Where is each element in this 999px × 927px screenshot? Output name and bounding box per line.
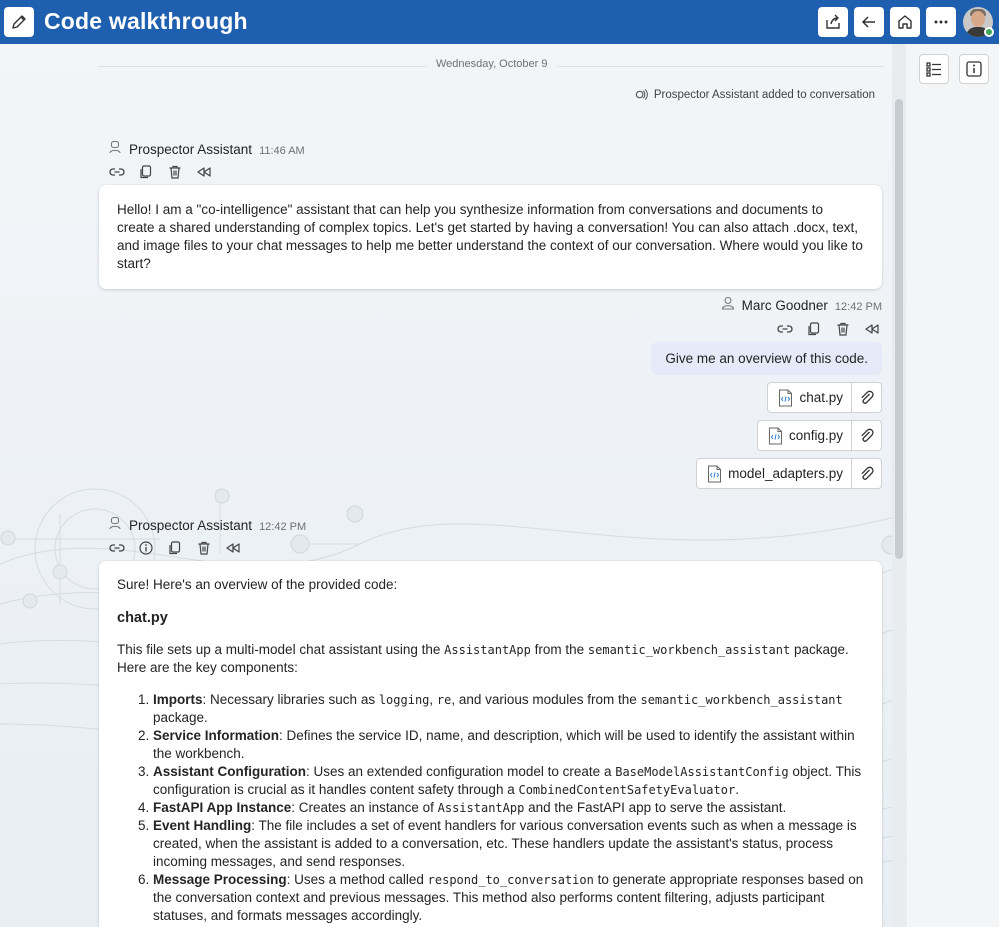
copy-link-button[interactable] xyxy=(109,164,125,180)
message-sender-header xyxy=(108,516,306,533)
attachment-name: model_adapters.py xyxy=(728,466,843,481)
message-sender-header xyxy=(721,296,882,313)
item-title: Message Processing xyxy=(153,872,287,887)
copy-link-button[interactable] xyxy=(109,540,125,556)
inline-code: semantic_workbench_assistant xyxy=(640,693,843,707)
assistant-message-card xyxy=(99,185,882,289)
attachment-name: config.py xyxy=(788,428,843,443)
attachment-chip[interactable] xyxy=(696,458,882,489)
trash-icon xyxy=(167,164,183,180)
more-icon xyxy=(932,13,950,31)
assistant-bot-icon xyxy=(108,516,122,530)
message-actions xyxy=(777,321,880,337)
link-icon xyxy=(777,321,793,337)
conversation-scrollbar[interactable] xyxy=(892,44,906,927)
response-paragraph xyxy=(117,641,864,677)
code-file-icon xyxy=(768,427,783,445)
rewind-button[interactable] xyxy=(864,321,880,337)
copy-button[interactable] xyxy=(806,321,822,337)
message-text: Give me an overview of this code. xyxy=(665,351,868,366)
info-icon xyxy=(138,540,154,556)
message-actions xyxy=(109,164,212,180)
item-text: and the FastAPI app to serve the assistant. xyxy=(524,800,787,815)
item-text: , xyxy=(429,692,437,707)
home-button[interactable] xyxy=(890,7,920,37)
delete-button[interactable] xyxy=(196,540,212,556)
user-message-bubble xyxy=(651,342,882,375)
message-time: 12:42 PM xyxy=(834,301,882,313)
copy-icon xyxy=(806,321,822,337)
attachment-chip[interactable] xyxy=(767,382,882,413)
message-actions xyxy=(109,540,241,556)
trash-icon xyxy=(196,540,212,556)
item-title: FastAPI App Instance xyxy=(153,800,292,815)
more-options-button[interactable] xyxy=(926,7,956,37)
sender-name: Prospector Assistant xyxy=(129,142,253,157)
item-text: to generate appropriate responses based on the conversation context and previous messages. This method also performs content filtering, adjusts participant statuses, and formats messages accordingly. xyxy=(153,872,864,923)
inline-code: CombinedContentSafetyEvaluator xyxy=(518,783,736,797)
paperclip-icon xyxy=(859,390,875,406)
back-button[interactable] xyxy=(854,7,884,37)
message-time: 11:46 AM xyxy=(259,145,305,157)
rewind-icon xyxy=(225,540,241,556)
rewind-button[interactable] xyxy=(196,164,212,180)
item-text: : Uses a method called xyxy=(286,872,428,887)
edit-title-button[interactable] xyxy=(4,7,34,37)
response-intro: Sure! Here's an overview of the provided code: xyxy=(117,577,398,592)
attachment-file[interactable] xyxy=(697,459,852,488)
info-panel-button[interactable] xyxy=(959,54,989,84)
date-label: Wednesday, October 9 xyxy=(426,58,558,70)
item-text: . xyxy=(735,782,739,797)
inline-code: semantic_workbench_assistant xyxy=(587,643,791,657)
list-item xyxy=(153,871,864,925)
right-side-panel xyxy=(907,44,999,927)
attachment-file[interactable] xyxy=(758,421,852,450)
attach-file-button[interactable] xyxy=(852,459,881,488)
list-item xyxy=(153,763,864,799)
scrollbar-thumb[interactable] xyxy=(895,99,903,559)
link-icon xyxy=(109,164,125,180)
item-text: : Necessary libraries such as xyxy=(202,692,379,707)
paragraph-text: package. Here are the key components: xyxy=(117,642,849,675)
home-icon xyxy=(896,13,914,31)
message-sender-header xyxy=(108,140,305,157)
pencil-icon xyxy=(10,13,28,31)
copy-link-button[interactable] xyxy=(777,321,793,337)
delete-button[interactable] xyxy=(835,321,851,337)
copy-icon xyxy=(167,540,183,556)
trash-icon xyxy=(835,321,851,337)
item-text: : The file includes a set of event handlers for various conversation events such as when a message is created, when the assistant is added to a conversation, etc. These handlers update the assistant's status, process incoming messages, and send responses. xyxy=(153,818,857,869)
list-item xyxy=(153,799,864,817)
item-text: : Defines the service ID, name, and description, which will be used to identify the assistant within the workbench. xyxy=(153,728,855,761)
inline-code: re xyxy=(436,693,452,707)
attachment-chip[interactable] xyxy=(757,420,882,451)
assistant-response-card xyxy=(99,561,882,927)
copy-button[interactable] xyxy=(167,540,183,556)
inline-code: AssistantApp xyxy=(437,801,525,815)
participant-added-text: Prospector Assistant added to conversation xyxy=(653,88,875,101)
inline-code: logging xyxy=(378,693,430,707)
arrow-left-icon xyxy=(860,13,878,31)
list-item xyxy=(153,817,864,871)
sender-name: Prospector Assistant xyxy=(129,518,253,533)
rewind-button[interactable] xyxy=(225,540,241,556)
paperclip-icon xyxy=(859,466,875,482)
delete-button[interactable] xyxy=(167,164,183,180)
response-heading: chat.py xyxy=(117,610,168,626)
attach-file-button[interactable] xyxy=(852,383,881,412)
copy-icon xyxy=(138,164,154,180)
participant-added-notice xyxy=(635,88,875,101)
item-title: Imports xyxy=(153,692,203,707)
code-file-icon xyxy=(778,389,793,407)
share-icon xyxy=(824,13,842,31)
item-text: object. This configuration is crucial as it handles content safety through a xyxy=(153,764,862,797)
inline-code: AssistantApp xyxy=(444,643,531,657)
list-icon xyxy=(925,60,943,78)
attachment-name: chat.py xyxy=(799,390,843,405)
participant-added-icon xyxy=(635,88,648,101)
share-button[interactable] xyxy=(818,7,848,37)
item-text: : Creates an instance of xyxy=(291,800,438,815)
conversation-title: Code walkthrough xyxy=(44,8,248,34)
attachment-file[interactable] xyxy=(768,383,852,412)
item-text: : Uses an extended configuration model to create a xyxy=(306,764,616,779)
item-title: Service Information xyxy=(153,728,280,743)
inline-code: BaseModelAssistantConfig xyxy=(615,765,789,779)
components-list xyxy=(117,691,864,925)
rewind-icon xyxy=(864,321,880,337)
attach-file-button[interactable] xyxy=(852,421,881,450)
item-title: Event Handling xyxy=(153,818,252,833)
message-info-button[interactable] xyxy=(138,540,154,556)
inline-code: respond_to_conversation xyxy=(427,873,594,887)
paragraph-text: This file sets up a multi-model chat assistant using the xyxy=(117,642,445,657)
paragraph-text: from the xyxy=(530,642,588,657)
presence-available-badge xyxy=(984,27,994,37)
message-time: 12:42 PM xyxy=(259,521,307,533)
assistant-bot-icon xyxy=(108,140,122,154)
participants-list-button[interactable] xyxy=(919,54,949,84)
person-icon xyxy=(721,296,735,310)
link-icon xyxy=(109,540,125,556)
rewind-icon xyxy=(196,164,212,180)
list-item xyxy=(153,691,864,727)
item-title: Assistant Configuration xyxy=(153,764,307,779)
list-item xyxy=(153,727,864,763)
sender-name: Marc Goodner xyxy=(741,298,828,313)
code-file-icon xyxy=(707,465,722,483)
info-icon xyxy=(965,60,983,78)
item-text: , and various modules from the xyxy=(451,692,641,707)
message-text: Hello! I am a "co-intelligence" assistant that can help you synthesize information from conversations and documents to create a shared understanding of complex topics. Let's get started by having a conversation! You can also attach .docx, text, and image files to your chat messages to help me better understand the context of our conversation. Where would you like to start? xyxy=(117,202,863,271)
paperclip-icon xyxy=(859,428,875,444)
copy-button[interactable] xyxy=(138,164,154,180)
item-text: package. xyxy=(153,710,208,725)
top-bar xyxy=(0,0,999,44)
